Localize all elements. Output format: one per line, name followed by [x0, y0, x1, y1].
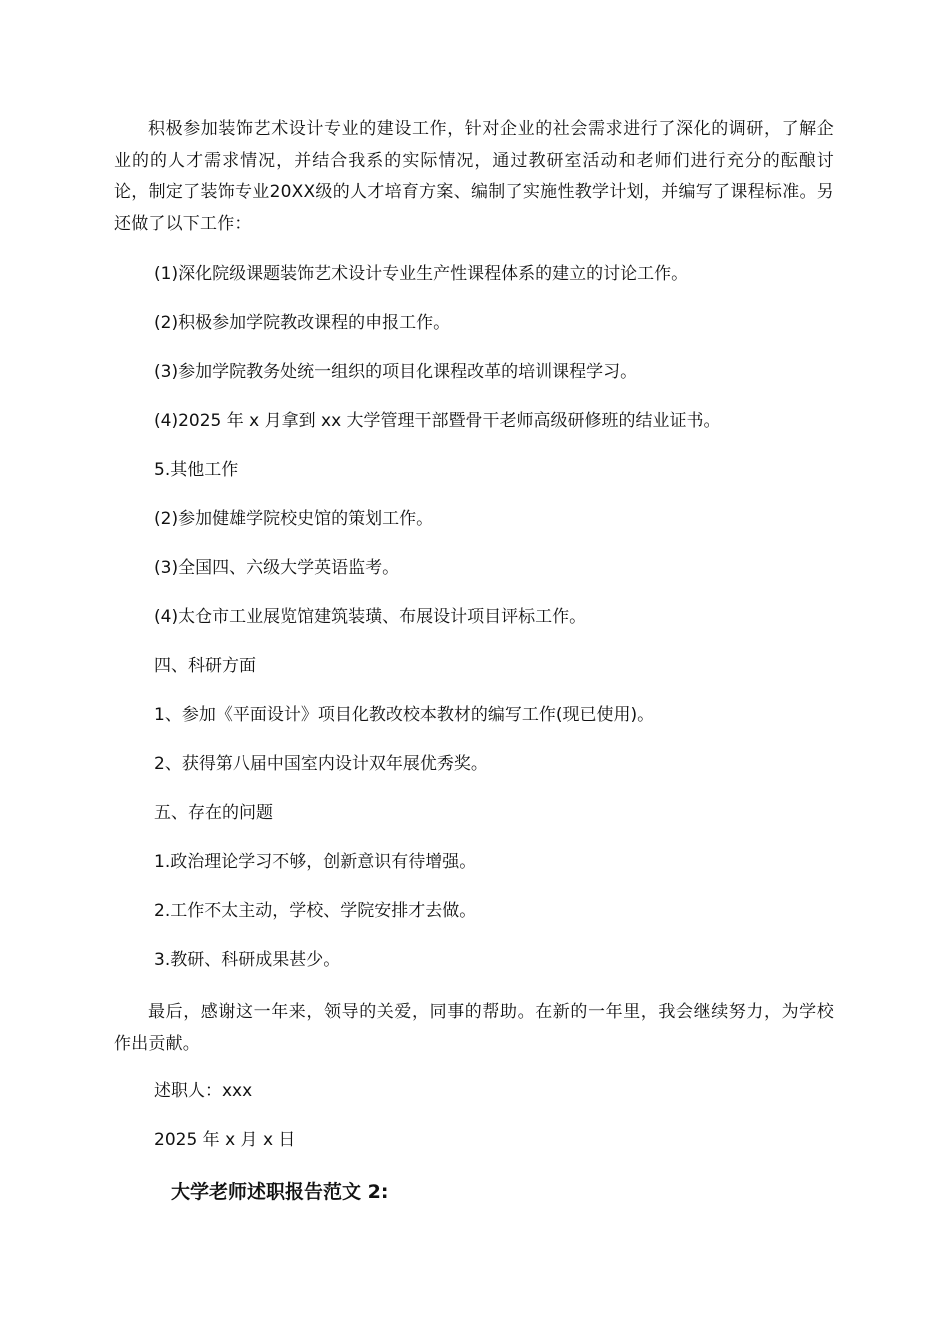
- list-item: (4)太仓市工业展览馆建筑装璜、布展设计项目评标工作。: [154, 607, 587, 627]
- list-item: (4)2025 年 x 月拿到 xx 大学管理干部暨骨干老师高级研修班的结业证书。: [154, 411, 721, 431]
- section-heading: 四、科研方面: [154, 656, 256, 676]
- list-item: (3)全国四、六级大学英语监考。: [154, 558, 400, 578]
- list-item: (3)参加学院教务处统一组织的项目化课程改革的培训课程学习。: [154, 362, 638, 382]
- next-section-title: 大学老师述职报告范文 2:: [171, 1181, 389, 1203]
- list-item: 2、获得第八届中国室内设计双年展优秀奖。: [154, 754, 488, 774]
- list-item: (2)积极参加学院教改课程的申报工作。: [154, 313, 451, 333]
- signature-line: 述职人：xxx: [154, 1081, 253, 1101]
- list-item: 3.教研、科研成果甚少。: [154, 950, 341, 970]
- date-line: 2025 年 x 月 x 日: [154, 1130, 296, 1150]
- section-subheading: 5.其他工作: [154, 460, 239, 480]
- list-item: 1.政治理论学习不够，创新意识有待增强。: [154, 852, 477, 872]
- intro-paragraph: 积极参加装饰艺术设计专业的建设工作，针对企业的社会需求进行了深化的调研，了解企业的的人才需求情况，并结合我系的实际情况，通过教研室活动和老师们进行充分的酝酿讨论，制定了装饰专业20XX级的人才培育方案、编制了实施性教学计划，并编写了课程标准。另还做了以下工作：: [114, 119, 834, 234]
- list-item: 2.工作不太主动，学校、学院安排才去做。: [154, 901, 477, 921]
- section-heading: 五、存在的问题: [154, 803, 273, 823]
- list-item: (1)深化院级课题装饰艺术设计专业生产性课程体系的建立的讨论工作。: [154, 264, 689, 284]
- list-item: (2)参加健雄学院校史馆的策划工作。: [154, 509, 434, 529]
- list-item: 1、参加《平面设计》项目化教改校本教材的编写工作(现已使用)。: [154, 705, 655, 725]
- closing-paragraph: 最后，感谢这一年来，领导的关爱，同事的帮助。在新的一年里，我会继续努力，为学校作出贡献。: [114, 1002, 834, 1054]
